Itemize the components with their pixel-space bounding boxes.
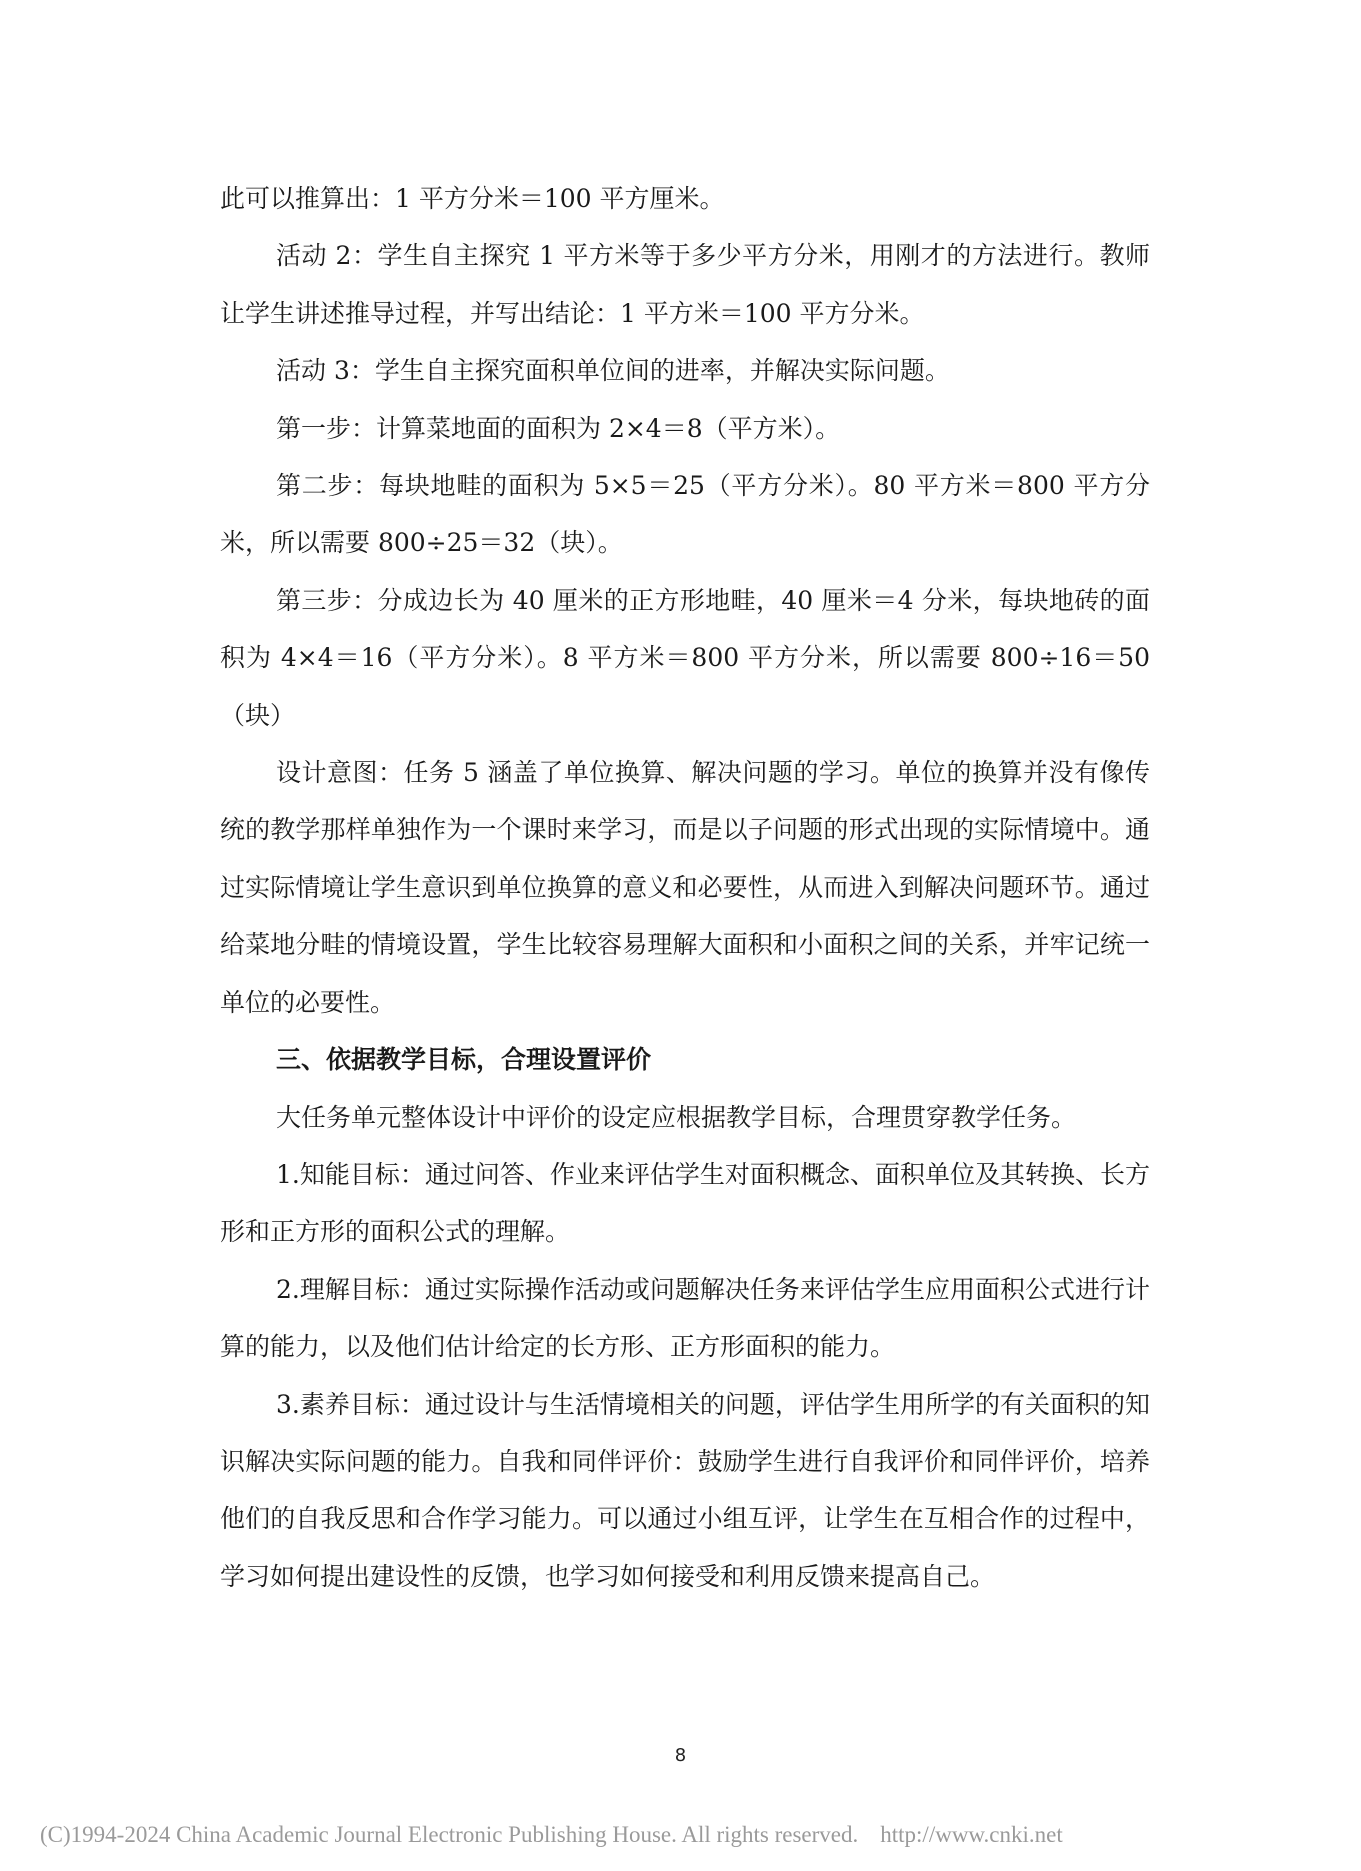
paragraph-evaluation-intro: 大任务单元整体设计中评价的设定应根据教学目标，合理贯穿教学任务。 — [276, 1102, 1077, 1132]
paragraph-activity-2: 活动 2：学生自主探究 1 平方米等于多少平方分米，用刚才的方法进行。教师让学生讲述推导过程，并写出结论：1 平方米＝100 平方分米。 — [220, 241, 1150, 328]
body-text — [220, 170, 1150, 1605]
copyright-text: (C)1994-2024 China Academic Journal Electronic Publishing House. All rights reserved. — [40, 1822, 859, 1847]
paragraph-goal-3: 3.素养目标：通过设计与生活情境相关的问题，评估学生用所学的有关面积的知识解决实际问题的能力。自我和同伴评价：鼓励学生进行自我评价和同伴评价，培养他们的自我反思和合作学习能力。可以通过小组互评，让学生在互相合作的过程中，学习如何提出建设性的反馈，也学习如何接受和利用反馈来提高自己。 — [220, 1389, 1150, 1591]
paragraph-goal-1: 1.知能目标：通过问答、作业来评估学生对面积概念、面积单位及其转换、长方形和正方形的面积公式的理解。 — [220, 1159, 1150, 1247]
paragraph-activity-3: 活动 3：学生自主探究面积单位间的进率，并解决实际问题。 — [276, 356, 950, 386]
copyright-footer — [40, 1822, 1340, 1848]
section-heading: 三、依据教学目标，合理设置评价 — [276, 1045, 652, 1075]
cnki-url: http://www.cnki.net — [880, 1822, 1063, 1847]
paragraph-design-intent: 设计意图：任务 5 涵盖了单位换算、解决问题的学习。单位的换算并没有像传统的教学那样单独作为一个课时来学习，而是以子问题的形式出现的实际情境中。通过实际情境让学生意识到单位换算的意义和必要性，从而进入到解决问题环节。通过给菜地分畦的情境设置，学生比较容易理解大面积和小面积之间的关系，并牢记统一单位的必要性。 — [220, 758, 1150, 1017]
paragraph-step-2: 第二步：每块地畦的面积为 5×5＝25（平方分米）。80 平方米＝800 平方分米，所以需要 800÷25＝32（块）。 — [220, 471, 1150, 558]
paragraph-step-3: 第三步：分成边长为 40 厘米的正方形地畦，40 厘米＝4 分米，每块地砖的面积为 4×4＝16（平方分米）。8 平方米＝800 平方分米，所以需要 800÷16＝50（块） — [220, 585, 1150, 730]
paragraph-continuation: 此可以推算出：1 平方分米＝100 平方厘米。 — [220, 184, 725, 213]
paragraph-step-1: 第一步：计算菜地面的面积为 2×4＝8（平方米）。 — [276, 413, 841, 443]
paragraph-goal-2: 2.理解目标：通过实际操作活动或问题解决任务来评估学生应用面积公式进行计算的能力，以及他们估计给定的长方形、正方形面积的能力。 — [220, 1274, 1150, 1362]
page-number: 8 — [674, 1745, 687, 1766]
